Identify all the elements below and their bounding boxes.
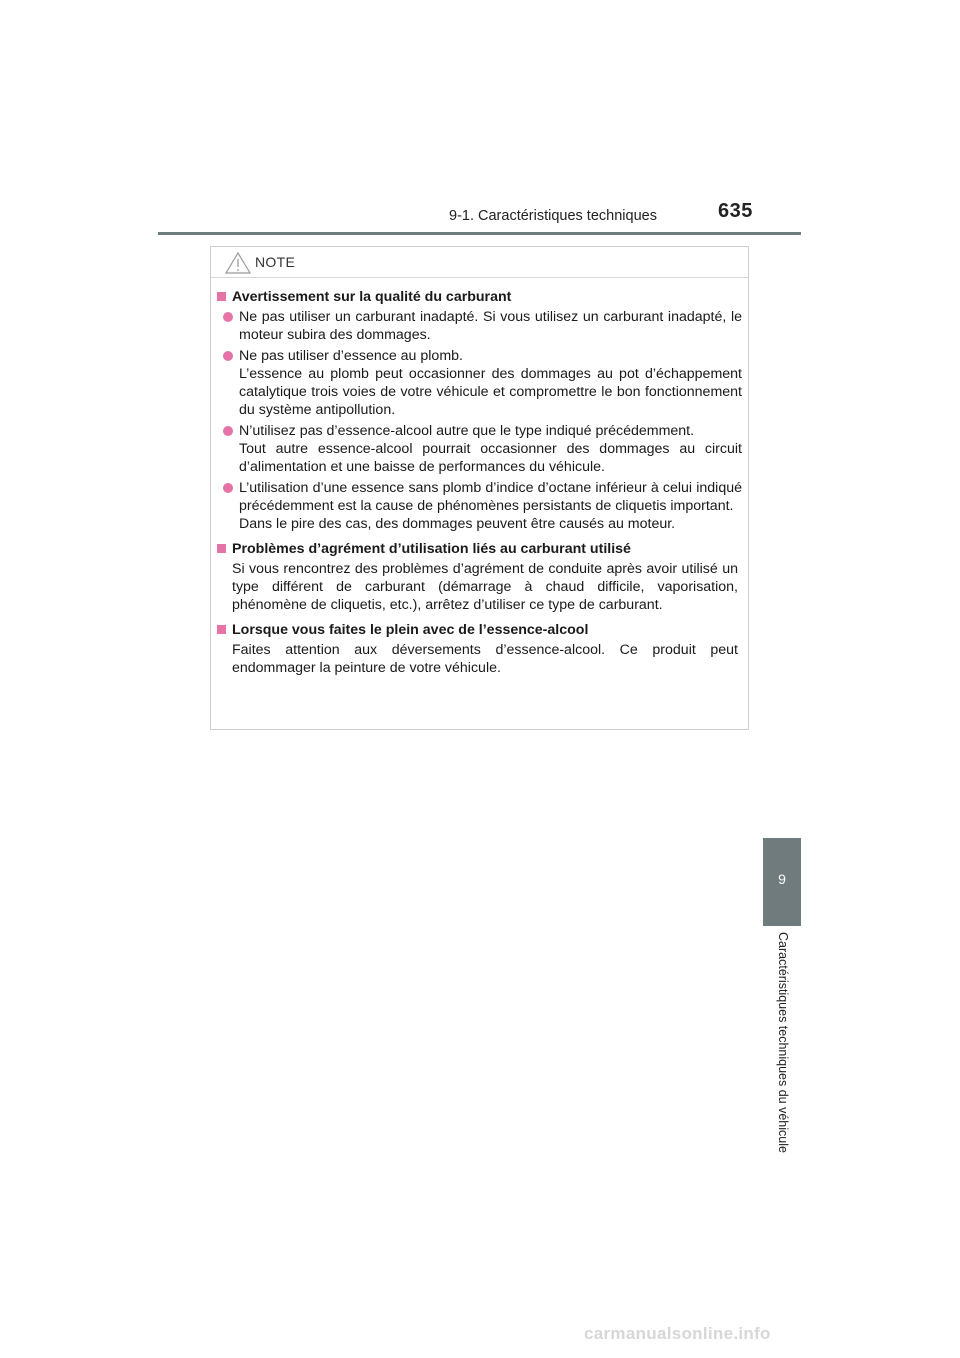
note-section — [215, 540, 742, 614]
square-bullet-icon — [217, 292, 226, 301]
list-item-text — [239, 479, 742, 533]
section-paragraph: Si vous rencontrez des problèmes d’agrément de conduite après avoir utilisé un type différent de carburant (démarrage à chaud difficile, vaporisation, phénomène de cliquetis, etc.), arrêtez d’utiliser ce type de carburant. — [232, 561, 738, 613]
section-title — [215, 288, 742, 306]
paragraph: Ne pas utiliser un carburant inadapté. Si vous utilisez un carburant inadapté, le moteur subira des dommages. — [239, 309, 742, 343]
list-item — [223, 479, 742, 533]
paragraph: Ne pas utiliser d’essence au plomb. — [239, 348, 463, 364]
note-label: NOTE — [255, 254, 296, 270]
paragraph: N’utilisez pas d’essence-alcool autre que le type indiqué précédemment. — [239, 423, 695, 439]
note-section — [215, 621, 742, 677]
paragraph: L’utilisation d’une essence sans plomb d’indice d’octane inférieur à celui indiqué précédemment est la cause de phénomènes persistants de cliquetis important. — [239, 480, 742, 514]
list-item-text — [239, 308, 742, 344]
section-paragraph: Faites attention aux déversements d’essence-alcool. Ce produit peut endommager la peinture de votre véhicule. — [232, 642, 738, 676]
round-bullet-icon — [223, 483, 233, 493]
warning-triangle-icon — [225, 252, 251, 274]
list-item — [223, 308, 742, 344]
section-title-text: Problèmes d’agrément d’utilisation liés au carburant utilisé — [232, 541, 631, 557]
round-bullet-icon — [223, 351, 233, 361]
header-section-title: 9-1. Caractéristiques techniques — [449, 208, 657, 224]
section-title — [215, 540, 742, 558]
note-section — [215, 288, 742, 533]
list-item — [223, 422, 742, 476]
page-number: 635 — [718, 200, 753, 222]
list-item-text — [239, 422, 742, 476]
round-bullet-icon — [223, 426, 233, 436]
chapter-title: Caractéristiques techniques du véhicule — [776, 932, 790, 1153]
section-title — [215, 621, 742, 639]
paragraph: Tout autre essence-alcool pourrait occasionner des dommages au circuit d’alimentation et une baisse de performances du véhicule. — [239, 441, 742, 475]
chapter-number: 9 — [778, 871, 786, 887]
paragraph: Dans le pire des cas, des dommages peuvent être causés au moteur. — [239, 516, 676, 532]
note-header — [211, 247, 748, 278]
list-item — [223, 347, 742, 419]
paragraph: L’essence au plomb peut occasionner des dommages au pot d’échappement catalytique trois voies de votre véhicule et compromettre le bon fonctionnement du système antipollution. — [239, 366, 742, 418]
watermark: carmanualsonline.info — [584, 1324, 771, 1343]
round-bullet-icon — [223, 312, 233, 322]
square-bullet-icon — [217, 544, 226, 553]
square-bullet-icon — [217, 625, 226, 634]
note-body — [211, 278, 748, 677]
list-item-text — [239, 347, 742, 419]
section-title-text: Lorsque vous faites le plein avec de l’essence-alcool — [232, 622, 589, 638]
section-title-text: Avertissement sur la qualité du carburant — [232, 289, 512, 305]
note-box — [210, 246, 749, 730]
header-rule — [158, 232, 801, 235]
chapter-tab — [763, 838, 801, 926]
